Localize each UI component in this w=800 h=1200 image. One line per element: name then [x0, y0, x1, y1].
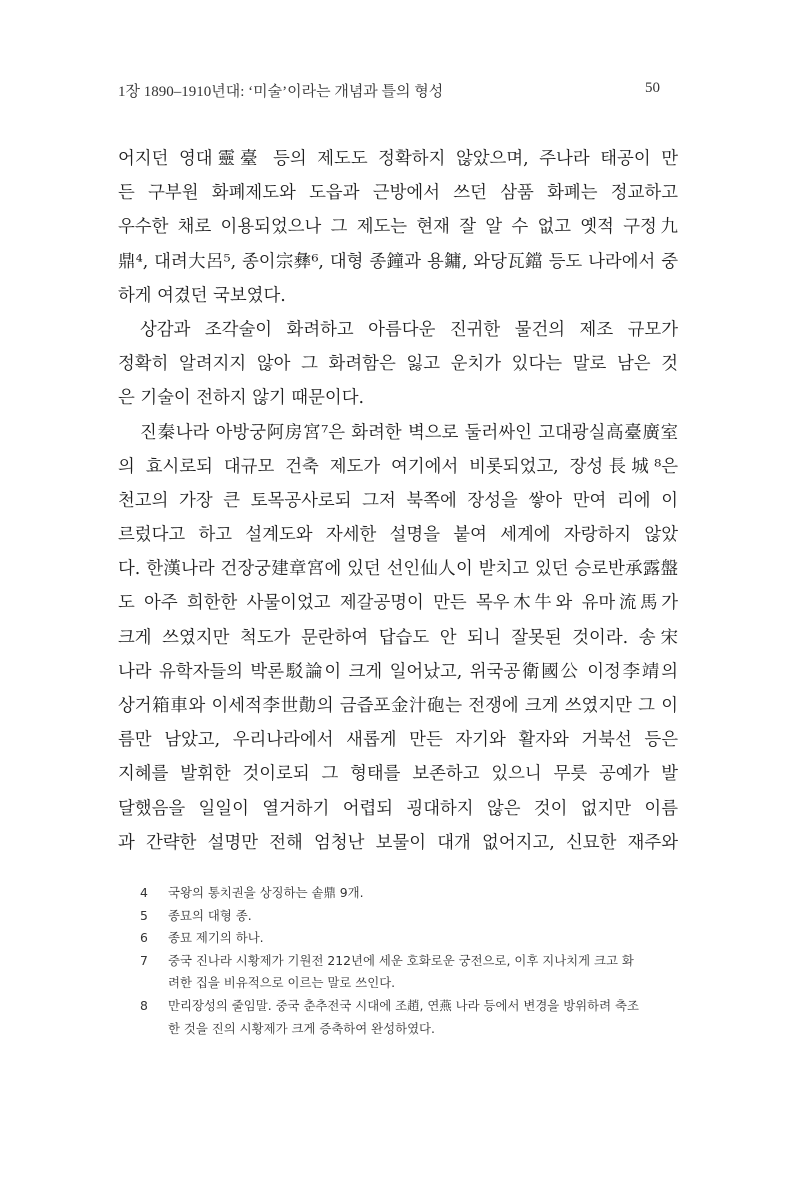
body-line: 달했음을 일일이 열거하기 어렵되 굉대하지 않은 것이 없지만 이름 [118, 798, 678, 819]
footnote-text: 려한 집을 비유적으로 이르는 말로 쓰인다. [168, 975, 396, 991]
body-text [118, 142, 678, 860]
body-line: 지혜를 발휘한 것이로되 그 형태를 보존하고 있으니 무릇 공예가 발 [118, 764, 678, 785]
footnote-number: 7 [140, 952, 148, 968]
footnote-8 [140, 995, 674, 1040]
body-line: 은 기술이 전하지 않기 때문이다. [118, 388, 365, 409]
body-line: 진秦나라 아방궁阿房宮⁷은 화려한 벽으로 둘러싸인 고대광실高臺廣室 [140, 422, 678, 443]
footnote-7 [140, 950, 674, 995]
footnote-number: 8 [140, 997, 148, 1013]
footnote-text: 만리장성의 줄임말. 중국 춘추전국 시대에 조趙, 연燕 나라 등에서 변경을 방위하려 축조 [168, 997, 639, 1013]
body-line: 름만 남았고, 우리나라에서 새롭게 만든 자기와 활자와 거북선 등은 [118, 730, 678, 751]
body-line: 상감과 조각술이 화려하고 아름다운 진귀한 물건의 제조 규모가 [140, 319, 678, 340]
footnote-text: 종묘 제기의 하나. [168, 930, 264, 946]
body-line: 다. 한漢나라 건장궁建章宮에 있던 선인仙人이 받치고 있던 승로반承露盤 [118, 559, 678, 580]
body-line: 상거箱車와 이세적李世勣의 금즙포金汁砲는 전쟁에 크게 쓰였지만 그 이 [118, 696, 678, 716]
body-line: 든 구부원 화폐제도와 도읍과 근방에서 쓰던 삼품 화폐는 정교하고 [118, 183, 678, 204]
footnote-6 [140, 927, 674, 950]
body-line: 鼎⁴, 대려大呂⁵, 종이宗彝⁶, 대형 종鐘과 용鏞, 와당瓦鐺 등도 나라에서 중 [118, 251, 678, 272]
body-line: 의 효시로되 대규모 건축 제도가 여기에서 비롯되었고, 장성長城⁸은 [118, 456, 678, 477]
body-line: 크게 쓰였지만 척도가 문란하여 답습도 안 되니 잘못된 것이라. 송宋 [118, 627, 678, 648]
footnotes [140, 882, 674, 1040]
footnote-number: 6 [140, 930, 148, 946]
body-line: 도 아주 희한한 사물이었고 제갈공명이 만든 목우木牛와 유마流馬가 [118, 593, 678, 614]
footnote-number: 5 [140, 907, 148, 923]
body-line: 어지던 영대靈臺 등의 제도도 정확하지 않았으며, 주나라 태공이 만 [118, 149, 678, 169]
page-number: 50 [645, 80, 660, 96]
footnote-text: 중국 진나라 시황제가 기원전 212년에 세운 호화로운 궁전으로, 이후 지나치게 크고 화 [168, 952, 634, 968]
running-head: 1장 1890–1910년대: ‘미술’이라는 개념과 틀의 형성 [118, 84, 444, 100]
footnote-text: 종묘의 대형 종. [168, 907, 252, 923]
body-line: 천고의 가장 큰 토목공사로되 그저 북쪽에 장성을 쌓아 만여 리에 이 [118, 490, 678, 511]
footnote-text: 국왕의 통치권을 상징하는 솥鼎 9개. [168, 885, 364, 900]
body-line: 하게 여겼던 국보였다. [118, 285, 286, 306]
body-line: 우수한 채로 이용되었으나 그 제도는 현재 잘 알 수 없고 옛적 구정九 [118, 217, 678, 238]
body-line: 과 간략한 설명만 전해 엄청난 보물이 대개 없어지고, 신묘한 재주와 [118, 832, 678, 853]
footnote-4 [140, 882, 674, 905]
footnote-number: 4 [140, 885, 148, 900]
footnote-text: 한 것을 진의 시황제가 크게 증축하여 완성하였다. [168, 1020, 435, 1036]
body-line: 정확히 알려지지 않아 그 화려함은 잃고 운치가 있다는 말로 남은 것 [118, 354, 678, 375]
body-line: 나라 유학자들의 박론駁論이 크게 일어났고, 위국공衛國公 이정李靖의 [118, 661, 678, 682]
body-line: 르렀다고 하고 설계도와 자세한 설명을 붙여 세계에 자랑하지 않았 [118, 525, 678, 546]
footnote-5 [140, 905, 674, 928]
page-header [118, 80, 660, 104]
